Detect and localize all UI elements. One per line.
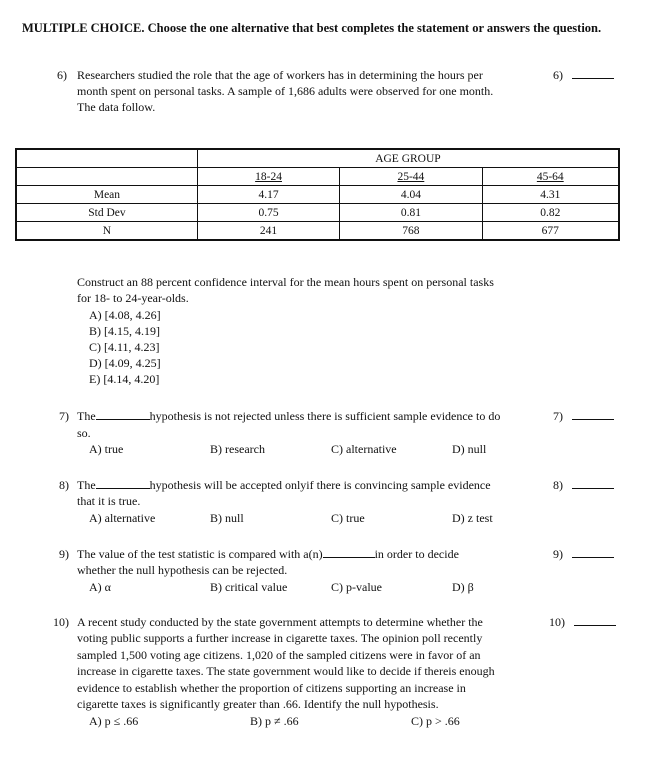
q7-option-b[interactable]: B) research <box>210 442 265 456</box>
column-header: 25-44 <box>397 170 425 183</box>
table-cell: 4.17 <box>197 186 339 204</box>
section-header: MULTIPLE CHOICE. Choose the one alternative that best completes the statement or answers the question. <box>22 21 602 35</box>
fill-blank <box>323 546 375 558</box>
answer-line <box>572 546 614 558</box>
q6-option-a[interactable]: A) [4.08, 4.26] <box>89 308 161 322</box>
q10-option-a[interactable]: A) p ≤ .66 <box>89 714 139 728</box>
q10-answer-blank[interactable] <box>549 614 616 631</box>
q6-option-c[interactable]: C) [4.11, 4.23] <box>89 340 160 354</box>
q8-stem <box>77 477 491 494</box>
q10-line-1: A recent study conducted by the state government attempts to determine whether the <box>77 615 483 629</box>
table-cell: 0.82 <box>482 204 619 222</box>
table-corner-cell <box>16 149 197 168</box>
q9-option-b[interactable]: B) critical value <box>210 580 288 594</box>
answer-line <box>572 67 614 79</box>
q6-option-d[interactable]: D) [4.09, 4.25] <box>89 356 161 370</box>
table-cell: 241 <box>197 222 339 241</box>
q7-answer-blank[interactable] <box>553 408 614 425</box>
table-row <box>16 222 619 241</box>
q7-option-d[interactable]: D) null <box>452 442 487 456</box>
q9-number: 9) <box>59 547 69 561</box>
table-cell: 768 <box>340 222 482 241</box>
q6-line-2: month spent on personal tasks. A sample of 1,686 adults were observed for one month. <box>77 84 494 98</box>
table-row <box>16 204 619 222</box>
q8-number: 8) <box>59 478 69 492</box>
q6-line-1: Researchers studied the role that the age of workers has in determining the hours per <box>77 68 483 82</box>
q8-line-2: that it is true. <box>77 494 141 508</box>
q10-line-4: increase in cigarette taxes. The state government would like to decide if thereis enough <box>77 664 495 678</box>
q7-line-2: so. <box>77 426 91 440</box>
q9-stem-post: in order to decide <box>374 547 459 561</box>
q9-stem-pre: The value of the test statistic is compared with a(n) <box>77 547 323 561</box>
q9-option-d[interactable]: D) β <box>452 580 474 594</box>
column-header: 18-24 <box>255 170 282 183</box>
q9-line-2: whether the null hypothesis can be rejected. <box>77 563 288 577</box>
q9-option-a[interactable]: A) α <box>89 580 111 594</box>
table-cell: 4.04 <box>340 186 482 204</box>
table-cell: 4.31 <box>482 186 619 204</box>
q8-option-b[interactable]: B) null <box>210 511 244 525</box>
q10-line-3: sampled 1,500 voting age citizens. 1,020 of the sampled citizens were in favor of an <box>77 648 481 662</box>
q9-option-c[interactable]: C) p-value <box>331 580 382 594</box>
q8-option-d[interactable]: D) z test <box>452 511 493 525</box>
table-cell: 677 <box>482 222 619 241</box>
table-cell: 0.75 <box>197 204 339 222</box>
q6-right-number: 6) <box>553 68 563 82</box>
q8-stem-pre: The <box>77 478 96 492</box>
q7-option-c[interactable]: C) alternative <box>331 442 397 456</box>
answer-line <box>572 408 614 420</box>
q7-stem <box>77 408 500 425</box>
age-group-table <box>15 148 620 241</box>
q6-option-e[interactable]: E) [4.14, 4.20] <box>89 372 160 386</box>
table-row <box>16 186 619 204</box>
q7-stem-pre: The <box>77 409 96 423</box>
q7-stem-post: hypothesis is not rejected unless there is sufficient sample evidence to do <box>149 409 501 423</box>
q10-option-b[interactable]: B) p ≠ .66 <box>250 714 299 728</box>
fill-blank <box>96 477 150 489</box>
q10-line-5: evidence to establish whether the proportion of citizens supporting an increase in <box>77 681 466 695</box>
row-label: N <box>16 222 197 241</box>
table-cell: 0.81 <box>340 204 482 222</box>
q6-line-3: The data follow. <box>77 100 156 114</box>
q6-answer-blank[interactable] <box>553 67 614 84</box>
table-column-row <box>16 168 619 186</box>
fill-blank <box>96 408 150 420</box>
q10-number: 10) <box>53 615 69 629</box>
q8-right-number: 8) <box>553 478 563 492</box>
q6-prompt-2: for 18- to 24-year-olds. <box>77 291 189 305</box>
q10-line-6: cigarette taxes is significantly greater than .66. Identify the null hypothesis. <box>77 697 439 711</box>
table-label-cell <box>16 168 197 186</box>
row-label: Std Dev <box>16 204 197 222</box>
q6-option-b[interactable]: B) [4.15, 4.19] <box>89 324 160 338</box>
q7-right-number: 7) <box>553 409 563 423</box>
answer-line <box>574 614 616 626</box>
q8-option-a[interactable]: A) alternative <box>89 511 156 525</box>
q10-right-number: 10) <box>549 615 565 629</box>
q10-option-c[interactable]: C) p > .66 <box>411 714 460 728</box>
column-header: 45-64 <box>536 170 564 183</box>
q9-right-number: 9) <box>553 547 563 561</box>
row-label: Mean <box>16 186 197 204</box>
q6-number: 6) <box>57 68 67 82</box>
q7-option-a[interactable]: A) true <box>89 442 124 456</box>
q8-option-c[interactable]: C) true <box>331 511 365 525</box>
answer-line <box>572 477 614 489</box>
q9-answer-blank[interactable] <box>553 546 614 563</box>
q8-answer-blank[interactable] <box>553 477 614 494</box>
table-header-row <box>16 149 619 168</box>
q6-prompt-1: Construct an 88 percent confidence interval for the mean hours spent on personal tasks <box>77 275 494 289</box>
age-group-header: AGE GROUP <box>197 149 619 168</box>
q7-number: 7) <box>59 409 69 423</box>
q8-stem-post: hypothesis will be accepted onlyif there is convincing sample evidence <box>149 478 491 492</box>
q10-line-2: voting public supports a further increase in cigarette taxes. The opinion poll recently <box>77 631 483 645</box>
q9-stem <box>77 546 459 563</box>
